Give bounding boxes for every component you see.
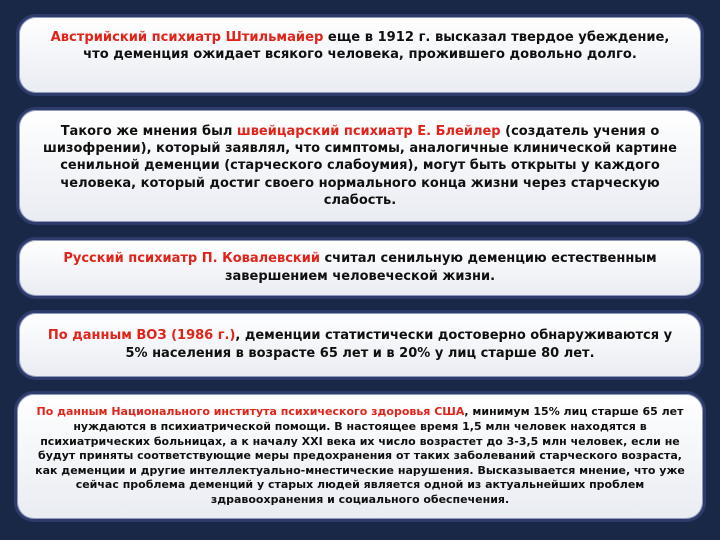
highlight-text: швейцарский психиатр Е. Блейлер — [236, 123, 501, 139]
body-text: , деменции статистически достоверно обнаруживаются у 5% населения в возрасте 65 лет и в 20% у лиц старше 80 лет. — [125, 328, 673, 361]
card-paragraph — [47, 327, 673, 363]
card-paragraph — [41, 29, 679, 63]
body-text: (создатель учения о шизофрении), который заявлял, что симптомы, аналогичные клинической картине сенильной деменции (старческого слабоумия), могут быть открыты у каждого человека, который достиг своего нормального конца жизни через старческую слабость. — [43, 123, 677, 208]
text-card-who — [16, 310, 704, 380]
card-paragraph — [27, 405, 693, 507]
highlight-text: Австрийский психиатр Штильмайер — [50, 30, 324, 45]
card-paragraph — [31, 123, 689, 209]
highlight-text: По данным ВОЗ (1986 г.) — [47, 328, 236, 343]
body-text-lead: Такого же мнения был — [60, 123, 237, 139]
highlight-text: Русский психиатр П. Ковалевский — [63, 251, 320, 266]
text-card-kovalevsky — [16, 237, 704, 299]
highlight-text: По данным Национального института психического здоровья США — [36, 405, 465, 419]
card-paragraph — [33, 250, 687, 286]
text-card-bleuler — [16, 107, 704, 225]
text-card-nimh — [14, 391, 706, 522]
body-text: еще в 1912 г. высказал твердое убеждение, что деменция ожидает всякого человека, прожившего довольно долго. — [83, 30, 670, 62]
text-card-shtilmayer — [16, 14, 704, 96]
body-text: , минимум 15% лиц старше 65 лет нуждаются в психиатрической помощи. В настоящее время 1,5 млн человек находятся в психиатрических больницах, а к началу XXI века их число возрастет до 3-3,5 млн человек, если не будут приняты соответствующие меры предохранения от таких заболеваний старческого возраста, как деменции и другие интеллектуально-мнестические нарушения. Высказывается мнение, что уже сейчас проблема деменций у старых людей является одной из актуальнейших проблем здравоохранения и социального обеспечения. — [35, 405, 685, 506]
body-text: считал сенильную деменцию естественным завершением человеческой жизни. — [224, 251, 657, 284]
